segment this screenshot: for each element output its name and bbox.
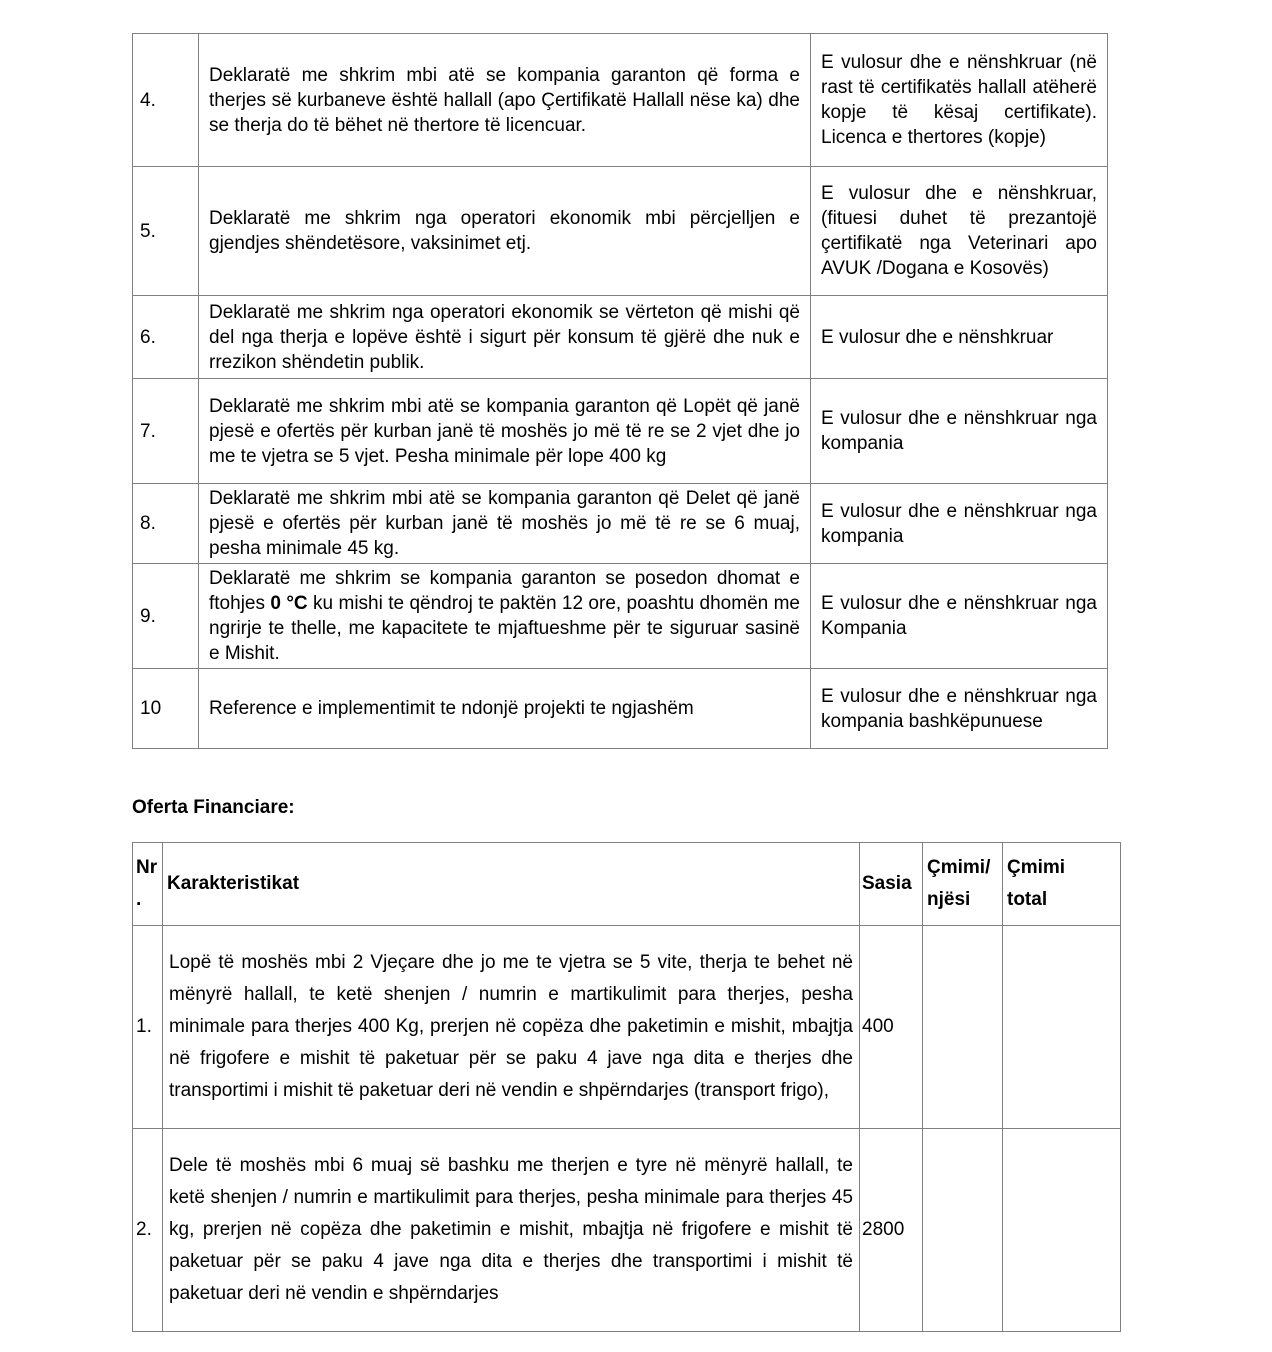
- row-requirement: E vulosur dhe e nënshkruar nga kompania bashkëpunuese: [811, 669, 1108, 749]
- row-number: 9.: [133, 564, 199, 669]
- financial-offer-heading: Oferta Financiare:: [132, 797, 295, 818]
- row-total-price: [1003, 1129, 1121, 1332]
- financial-row-1: [133, 926, 1121, 1129]
- row-number: 2.: [133, 1129, 163, 1332]
- row-number: 8.: [133, 484, 199, 564]
- header-quantity: Sasia: [860, 843, 923, 926]
- row-description: Deklaratë me shkrim nga operatori ekonomik mbi përcjelljen e gjendjes shëndetësore, vaksinimet etj.: [199, 167, 811, 296]
- row-description: Deklaratë me shkrim mbi atë se kompania garanton që Delet që janë pjesë e ofertës për kurban janë të moshës jo më të re se 6 muaj, pesha minimale 45 kg.: [199, 484, 811, 564]
- description-text-before: Deklaratë me shkrim se kompania garanton se posedon dhomat e ftohjes: [209, 568, 800, 614]
- row-unit-price: [923, 926, 1003, 1129]
- description-text-after: ku mishi te qëndroj te paktën 12 ore, poashtu dhomën me ngrirje te thelle, me kapacitete te mjaftueshme për te siguruar sasinë e Mishit.: [209, 593, 800, 664]
- row-number: 7.: [133, 379, 199, 484]
- row-description: Reference e implementimit te ndonjë projekti te ngjashëm: [199, 669, 811, 749]
- row-description: [199, 564, 811, 669]
- requirements-row-8: [133, 484, 1108, 564]
- row-requirement: E vulosur dhe e nënshkruar (në rast të certifikatës hallall atëherë kopje të kësaj certifikate). Licenca e thertores (kopje): [811, 34, 1108, 167]
- requirements-row-9: [133, 564, 1108, 669]
- row-number: 4.: [133, 34, 199, 167]
- requirements-row-6: [133, 296, 1108, 379]
- row-number: 6.: [133, 296, 199, 379]
- header-unit-price-line2: njësi: [927, 889, 971, 910]
- row-description: Deklaratë me shkrim mbi atë se kompania garanton që Lopët që janë pjesë e ofertës për kurban janë të moshës jo më të re se 2 vjet dhe jo me te vjetra se 5 vjet. Pesha minimale për lope 400 kg: [199, 379, 811, 484]
- description-text-bold: 0 °C: [270, 593, 308, 614]
- row-requirement: E vulosur dhe e nënshkruar nga Kompania: [811, 564, 1108, 669]
- header-unit-price: [923, 843, 1003, 926]
- header-unit-price-line1: Çmimi/: [927, 857, 991, 878]
- row-requirement: E vulosur dhe e nënshkruar, (fituesi duhet të prezantojë çertifikatë nga Veterinari apo AVUK /Dogana e Kosovës): [811, 167, 1108, 296]
- header-total-price-line2: total: [1007, 889, 1048, 910]
- row-total-price: [1003, 926, 1121, 1129]
- row-quantity: 400: [860, 926, 923, 1129]
- requirements-row-10: [133, 669, 1108, 749]
- header-total-price: [1003, 843, 1121, 926]
- requirements-table: [132, 33, 1108, 749]
- row-requirement: E vulosur dhe e nënshkruar: [811, 296, 1108, 379]
- requirements-row-7: [133, 379, 1108, 484]
- row-requirement: E vulosur dhe e nënshkruar nga kompania: [811, 379, 1108, 484]
- financial-offer-table: [132, 842, 1121, 1332]
- row-requirement: E vulosur dhe e nënshkruar nga kompania: [811, 484, 1108, 564]
- row-quantity: 2800: [860, 1129, 923, 1332]
- row-description: Deklaratë me shkrim nga operatori ekonomik se vërteton që mishi që del nga therja e lopëve është i sigurt për konsum të gjërë dhe nuk e rrezikon shëndetin publik.: [199, 296, 811, 379]
- financial-row-2: [133, 1129, 1121, 1332]
- header-nr: Nr.: [133, 843, 163, 926]
- row-number: 10: [133, 669, 199, 749]
- row-characteristics: Lopë të moshës mbi 2 Vjeçare dhe jo me te vjetra se 5 vite, therja te behet në mënyrë hallall, te ketë shenjen / numrin e martikulimit para therjes, pesha minimale para therjes 400 Kg, prerjen në copëza dhe paketimin e mishit, mbajtja në frigofere e mishit të paketuar për se paku 4 jave nga dita e therjes dhe transportimi i mishit të paketuar deri në vendin e shpërndarjes (transport frigo),: [163, 926, 860, 1129]
- requirements-row-4: [133, 34, 1108, 167]
- header-total-price-line1: Çmimi: [1007, 857, 1066, 878]
- requirements-row-5: [133, 167, 1108, 296]
- row-number: 1.: [133, 926, 163, 1129]
- row-description: Deklaratë me shkrim mbi atë se kompania garanton që forma e therjes së kurbaneve është hallall (apo Çertifikatë Hallall nëse ka) dhe se therja do të bëhet në thertore të licencuar.: [199, 34, 811, 167]
- row-unit-price: [923, 1129, 1003, 1332]
- financial-header-row: [133, 843, 1121, 926]
- header-characteristics: Karakteristikat: [163, 843, 860, 926]
- row-characteristics: Dele të moshës mbi 6 muaj së bashku me therjen e tyre në mënyrë hallall, te ketë shenjen / numrin e martikulimit para therjes, pesha minimale para therjes 45 kg, prerjen në copëza dhe paketimin e mishit, mbajtja në frigofere e mishit të paketuar për se paku 4 jave nga dita e therjes dhe transportimi i mishit të paketuar deri në vendin e shpërndarjes: [163, 1129, 860, 1332]
- row-number: 5.: [133, 167, 199, 296]
